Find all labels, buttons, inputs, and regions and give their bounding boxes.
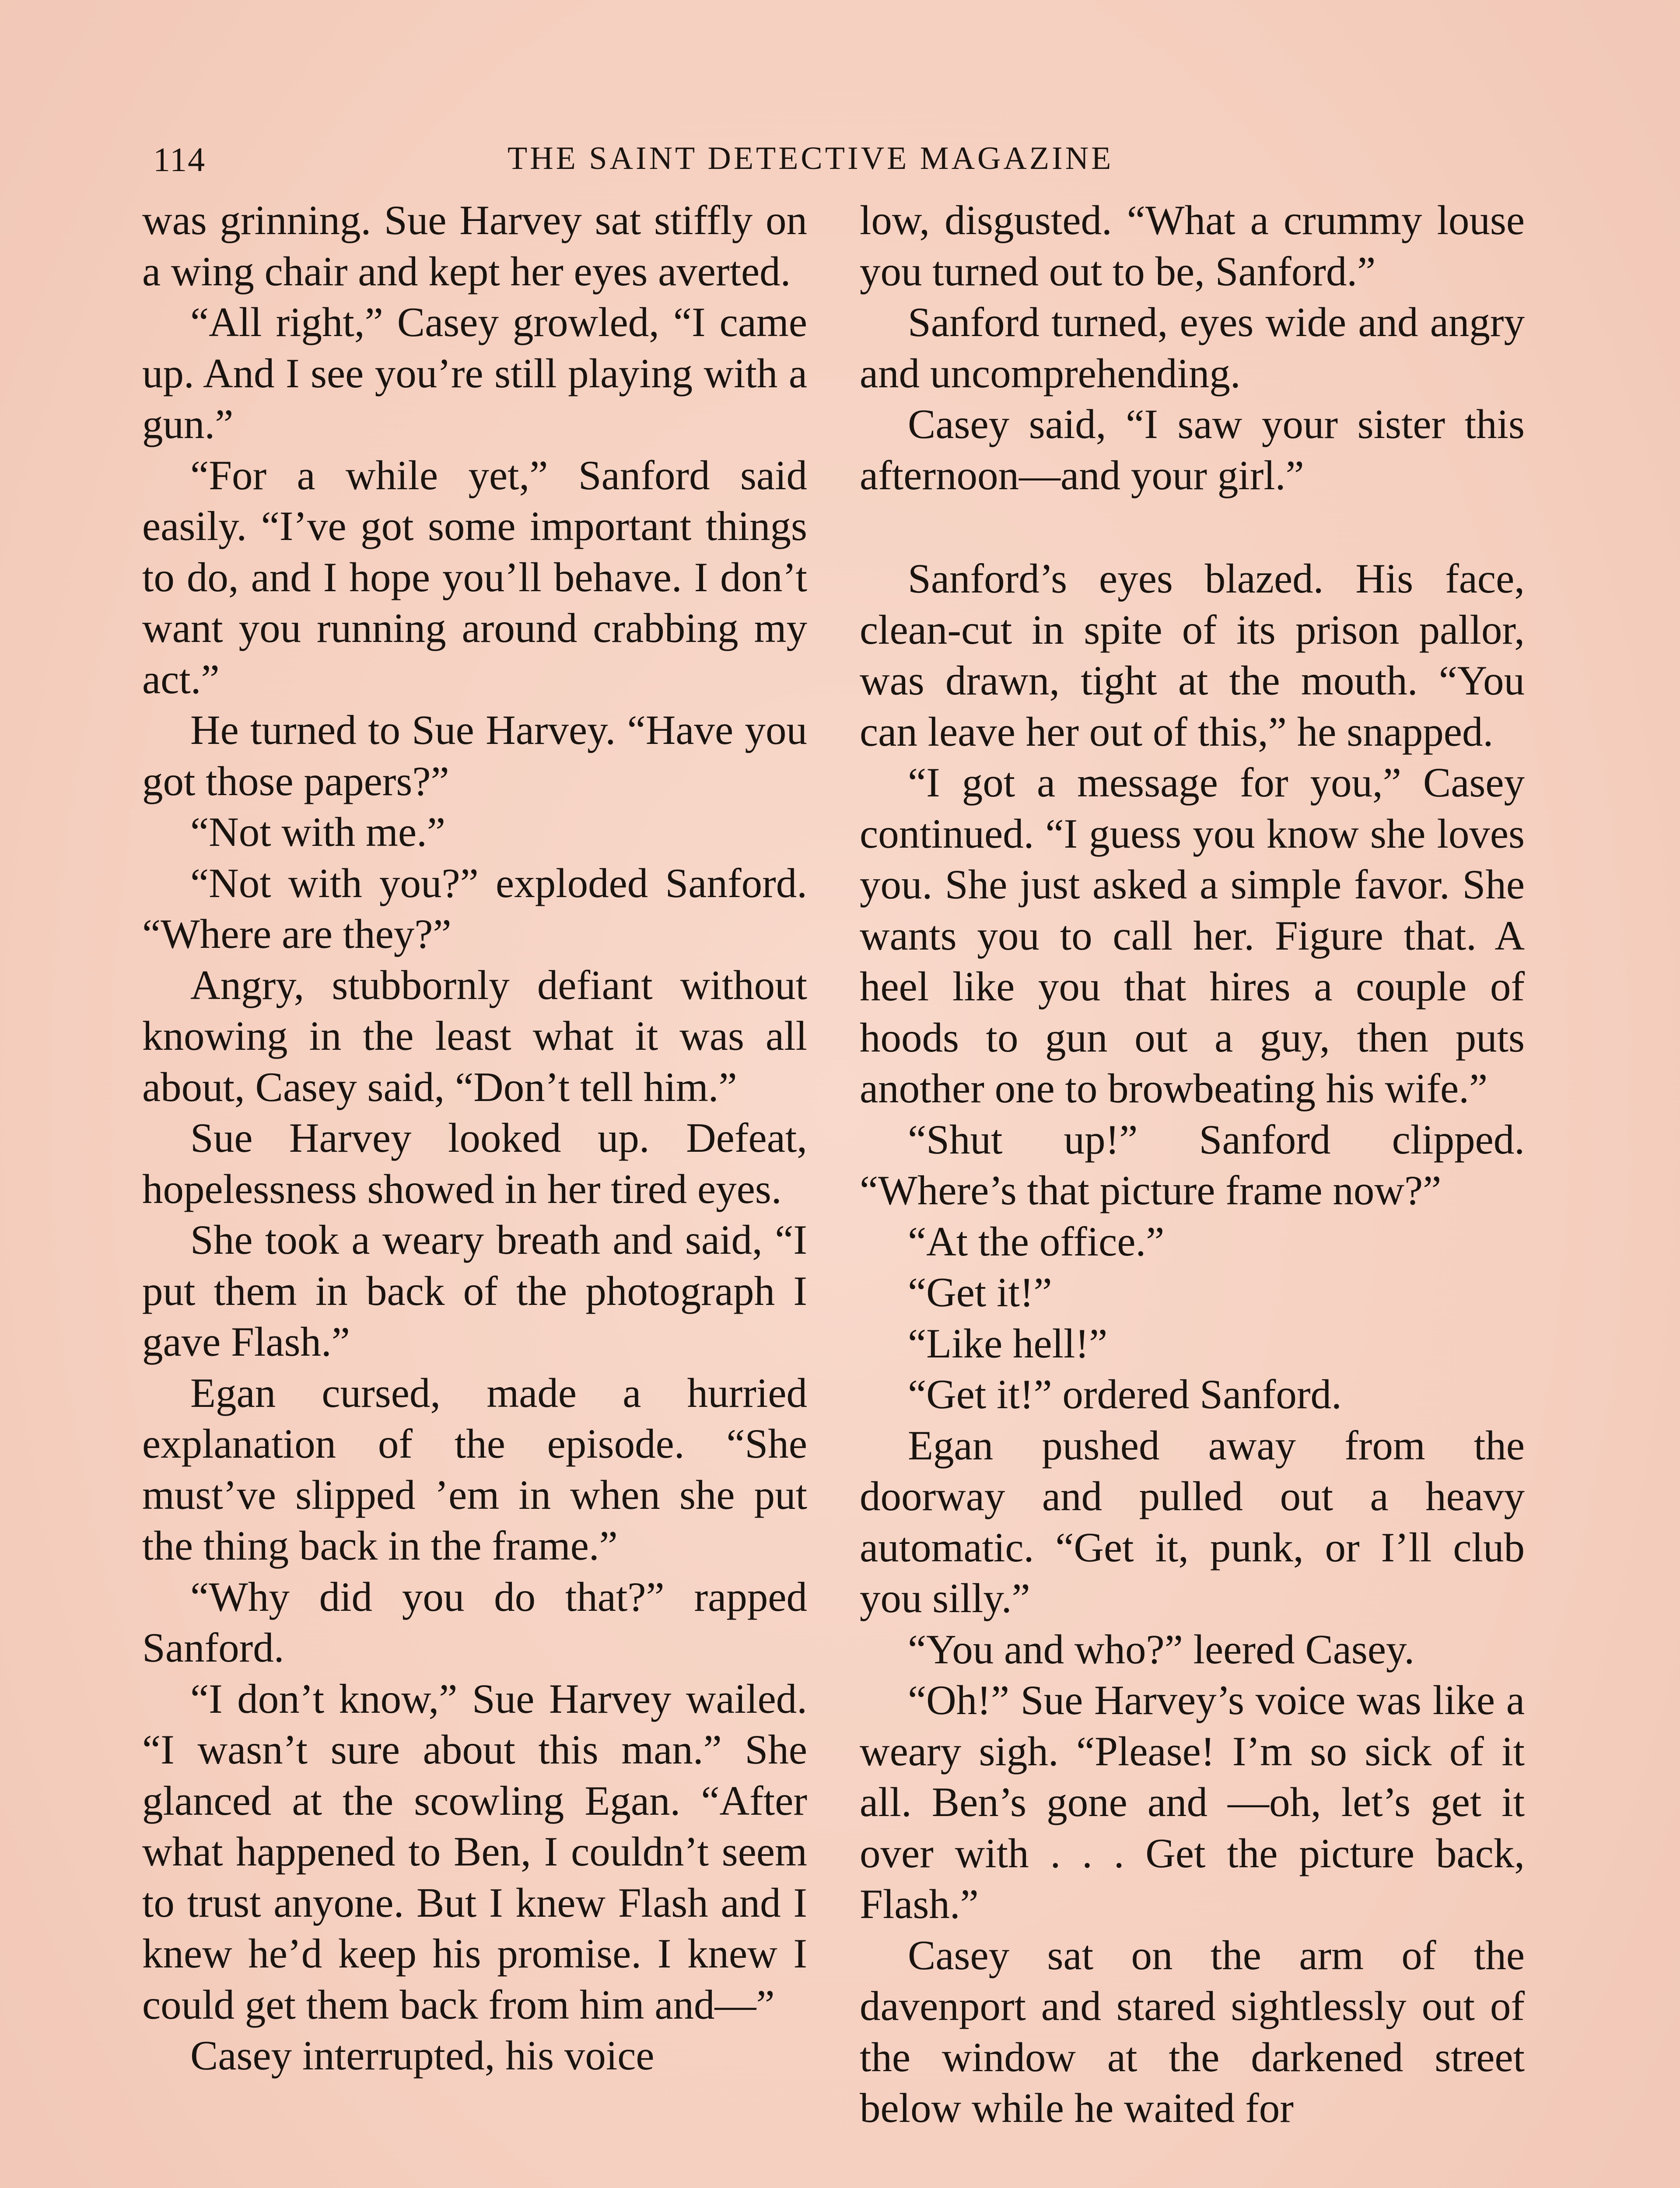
- paragraph: “Not with you?” exploded Sanford. “Where are they?”: [142, 859, 807, 957]
- paragraph: Sanford’s eyes blazed. His face, clean-cut in spite of its prison pallor, was drawn, tight at the mouth. “You can leave her out of this,” he snapped.: [860, 555, 1525, 755]
- paragraph: “Get it!” ordered Sanford.: [908, 1371, 1342, 1417]
- paragraph: He turned to Sue Harvey. “Have you got those papers?”: [142, 707, 807, 804]
- paragraph: “I got a message for you,” Casey continued. “I guess you know she loves you. She just asked a simple favor. She wants you to call her. Figure that. A heel like you that hires a couple of hoods to gun out a guy, then puts another one to browbeating his wife.”: [860, 759, 1525, 1112]
- paragraph: Casey interrupted, his voice: [190, 2032, 654, 2079]
- paragraph: “You and who?” leered Casey.: [908, 1626, 1415, 1673]
- right-column: [860, 195, 1525, 2134]
- paragraph: “Why did you do that?” rapped Sanford.: [142, 1573, 807, 1671]
- paragraph: low, disgusted. “What a crummy louse you turned out to be, Sanford.”: [860, 197, 1525, 295]
- paragraph: “Shut up!” Sanford clipped. “Where’s that picture frame now?”: [860, 1116, 1525, 1213]
- paragraph: Egan cursed, made a hurried explanation of the episode. “She must’ve slipped ’em in when she put the thing back in the frame.”: [142, 1369, 807, 1569]
- paragraph: Egan pushed away from the doorway and pulled out a heavy automatic. “Get it, punk, or I’ll club you silly.”: [860, 1422, 1525, 1621]
- paragraph: Angry, stubbornly defiant without knowing in the least what it was all about, Casey said, “Don’t tell him.”: [142, 961, 807, 1110]
- paragraph: “For a while yet,” Sanford said easily. “I’ve got some important things to do, and I hope you’ll behave. I don’t want you running around crabbing my act.”: [142, 452, 807, 702]
- paragraph: “At the office.”: [908, 1218, 1165, 1265]
- paragraph: She took a weary breath and said, “I put them in back of the photograph I gave Flash.”: [142, 1217, 807, 1365]
- paragraph: was grinning. Sue Harvey sat stiffly on a wing chair and kept her eyes averted.: [142, 197, 807, 295]
- left-column: [142, 195, 807, 2081]
- paragraph: “Get it!”: [908, 1269, 1052, 1315]
- paragraph: “Not with me.”: [190, 809, 446, 855]
- paragraph: Casey sat on the arm of the davenport and stared sightlessly out of the window at the darkened street below while he waited for: [860, 1932, 1525, 2131]
- paragraph: Sanford turned, eyes wide and angry and uncomprehending.: [860, 299, 1525, 396]
- paragraph: “All right,” Casey growled, “I came up. And I see you’re still playing with a gun.”: [142, 299, 807, 447]
- paragraph: Sue Harvey looked up. Defeat, hopelessness showed in her tired eyes.: [142, 1115, 807, 1212]
- paragraph: “Oh!” Sue Harvey’s voice was like a weary sigh. “Please! I’m so sick of it all. Ben’s gone and —oh, let’s get it over with . . . Get the picture back, Flash.”: [860, 1677, 1525, 1927]
- page-number: 114: [153, 140, 206, 179]
- paragraph: Casey said, “I saw your sister this afternoon—and your girl.”: [860, 401, 1525, 498]
- page-header: [144, 131, 1536, 184]
- paragraph: “I don’t know,” Sue Harvey wailed. “I wasn’t sure about this man.” She glanced at the scowling Egan. “After what happened to Ben, I couldn’t seem to trust anyone. But I knew Flash and I knew he’d keep his promise. I knew I could get them back from him and—”: [142, 1675, 807, 2028]
- running-head: THE SAINT DETECTIVE MAGAZINE: [508, 140, 1114, 176]
- paragraph: “Like hell!”: [908, 1320, 1108, 1367]
